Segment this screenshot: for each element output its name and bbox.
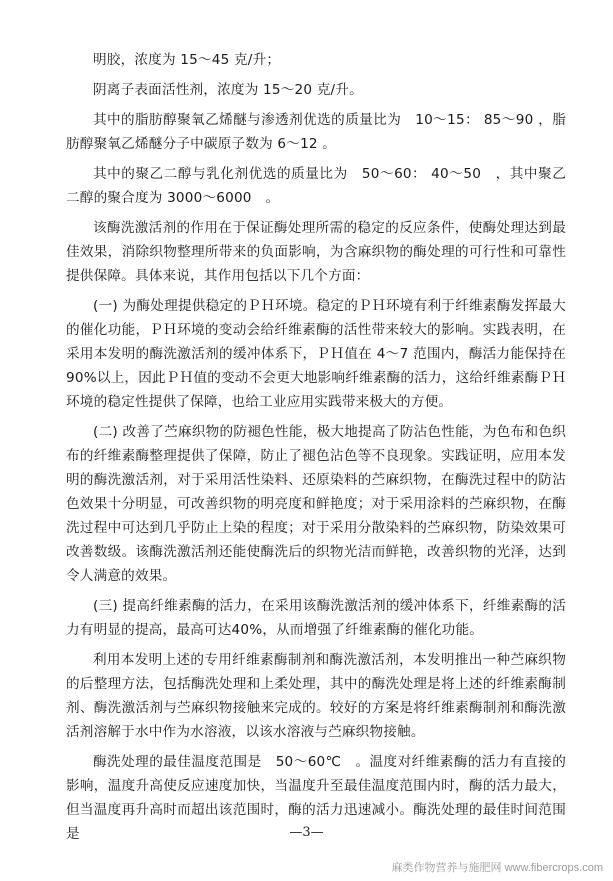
- paragraph-anionic-surfactant: 阴离子表面活性剂，浓度为 15～20 克/升。: [93, 82, 363, 98]
- body-text: [66, 48, 566, 846]
- paragraph-ratio-fatty-alcohol: 其中的脂肪醇聚氧乙烯醚与渗透剂优选的质量比为 10～15： 85～90 ，脂肪醇聚氧乙烯醚分子中碳原子数为 6～12 。: [66, 112, 566, 152]
- paragraph-point-one: (一) 为酶处理提供稳定的ＰＨ环境。稳定的ＰＨ环境有利于纤维素酶发挥最大的催化功能，ＰＨ环境的变动会给纤维素酶的活性带来较大的影响。实践表明，在采用本发明的酶洗激活剂的缓冲体系下，ＰＨ值在 4～7 范围内，酶活力能保持在90%以上，因此ＰＨ值的变动不会更大地影响纤维素酶的活力，这给纤维素酶ＰＨ环境的稳定性提供了保障，也给工业应用实践带来极大的方便。: [66, 298, 566, 410]
- paragraph-temperature: 酶洗处理的最佳温度范围是 50～60℃ 。温度对纤维素酶的活力有直接的影响，温度升高使反应速度加快，当温度升至最佳温度范围内时，酶的活力最大，但当温度再升高时而超出该范围时，酶的活力迅速减小。酶洗处理的最佳时间范围是: [66, 754, 566, 842]
- paragraph-ratio-peg: 其中的聚乙二醇与乳化剂优选的质量比为 50～60： 40～50 ，其中聚乙二醇的聚合度为 3000～6000 。: [66, 166, 566, 206]
- watermark-text: 麻类作物营养与施肥网 www.fibercrops.com: [391, 862, 603, 874]
- paragraph-point-two: (二) 改善了苎麻织物的防褪色性能，极大地提高了防沾色性能，为色布和色织布的纤维素酶整理提供了保障，防止了褪色沾色等不良现象。实践证明，应用本发明的酶洗激活剂，对于采用活性染料、还原染料的苎麻织物，在酶洗过程中的防沾色效果十分明显，可改善织物的明亮度和鲜艳度；对于采用涂料的苎麻织物，在酶洗过程中可达到几乎防止上染的程度；对于采用分散染料的苎麻织物，防染效果可改善数级。该酶洗激活剂还能使酶洗后的织物光洁而鲜艳，改善织物的光泽，达到令人满意的效果。: [66, 424, 566, 584]
- paragraph-activator-purpose: 该酶洗激活剂的作用在于保证酶处理所需的稳定的反应条件，使酶处理达到最佳效果，消除织物整理所带来的负面影响，为含麻织物的酶处理的可行性和可靠性提供保障。具体来说，其作用包括以下几个方面：: [66, 220, 566, 284]
- paragraph-gelatin: 明胶，浓度为 15～45 克/升；: [93, 52, 281, 68]
- paragraph-finishing-method: 利用本发明上述的专用纤维素酶制剂和酶洗激活剂，本发明推出一种苎麻织物的后整理方法，包括酶洗处理和上柔处理，其中的酶洗处理是将上述的纤维素酶制剂、酶洗激活剂与苎麻织物接触来完成的。较好的方案是将纤维素酶制剂和酶洗激活剂溶解于水中作为水溶液，以该水溶液与苎麻织物接触。: [66, 652, 566, 740]
- paragraph-point-three: (三) 提高纤维素酶的活力，在采用该酶洗激活剂的缓冲体系下，纤维素酶的活力有明显的提高，最高可达40%，从而增强了纤维素酶的催化功能。: [66, 598, 566, 638]
- page-number: —3—: [289, 825, 324, 840]
